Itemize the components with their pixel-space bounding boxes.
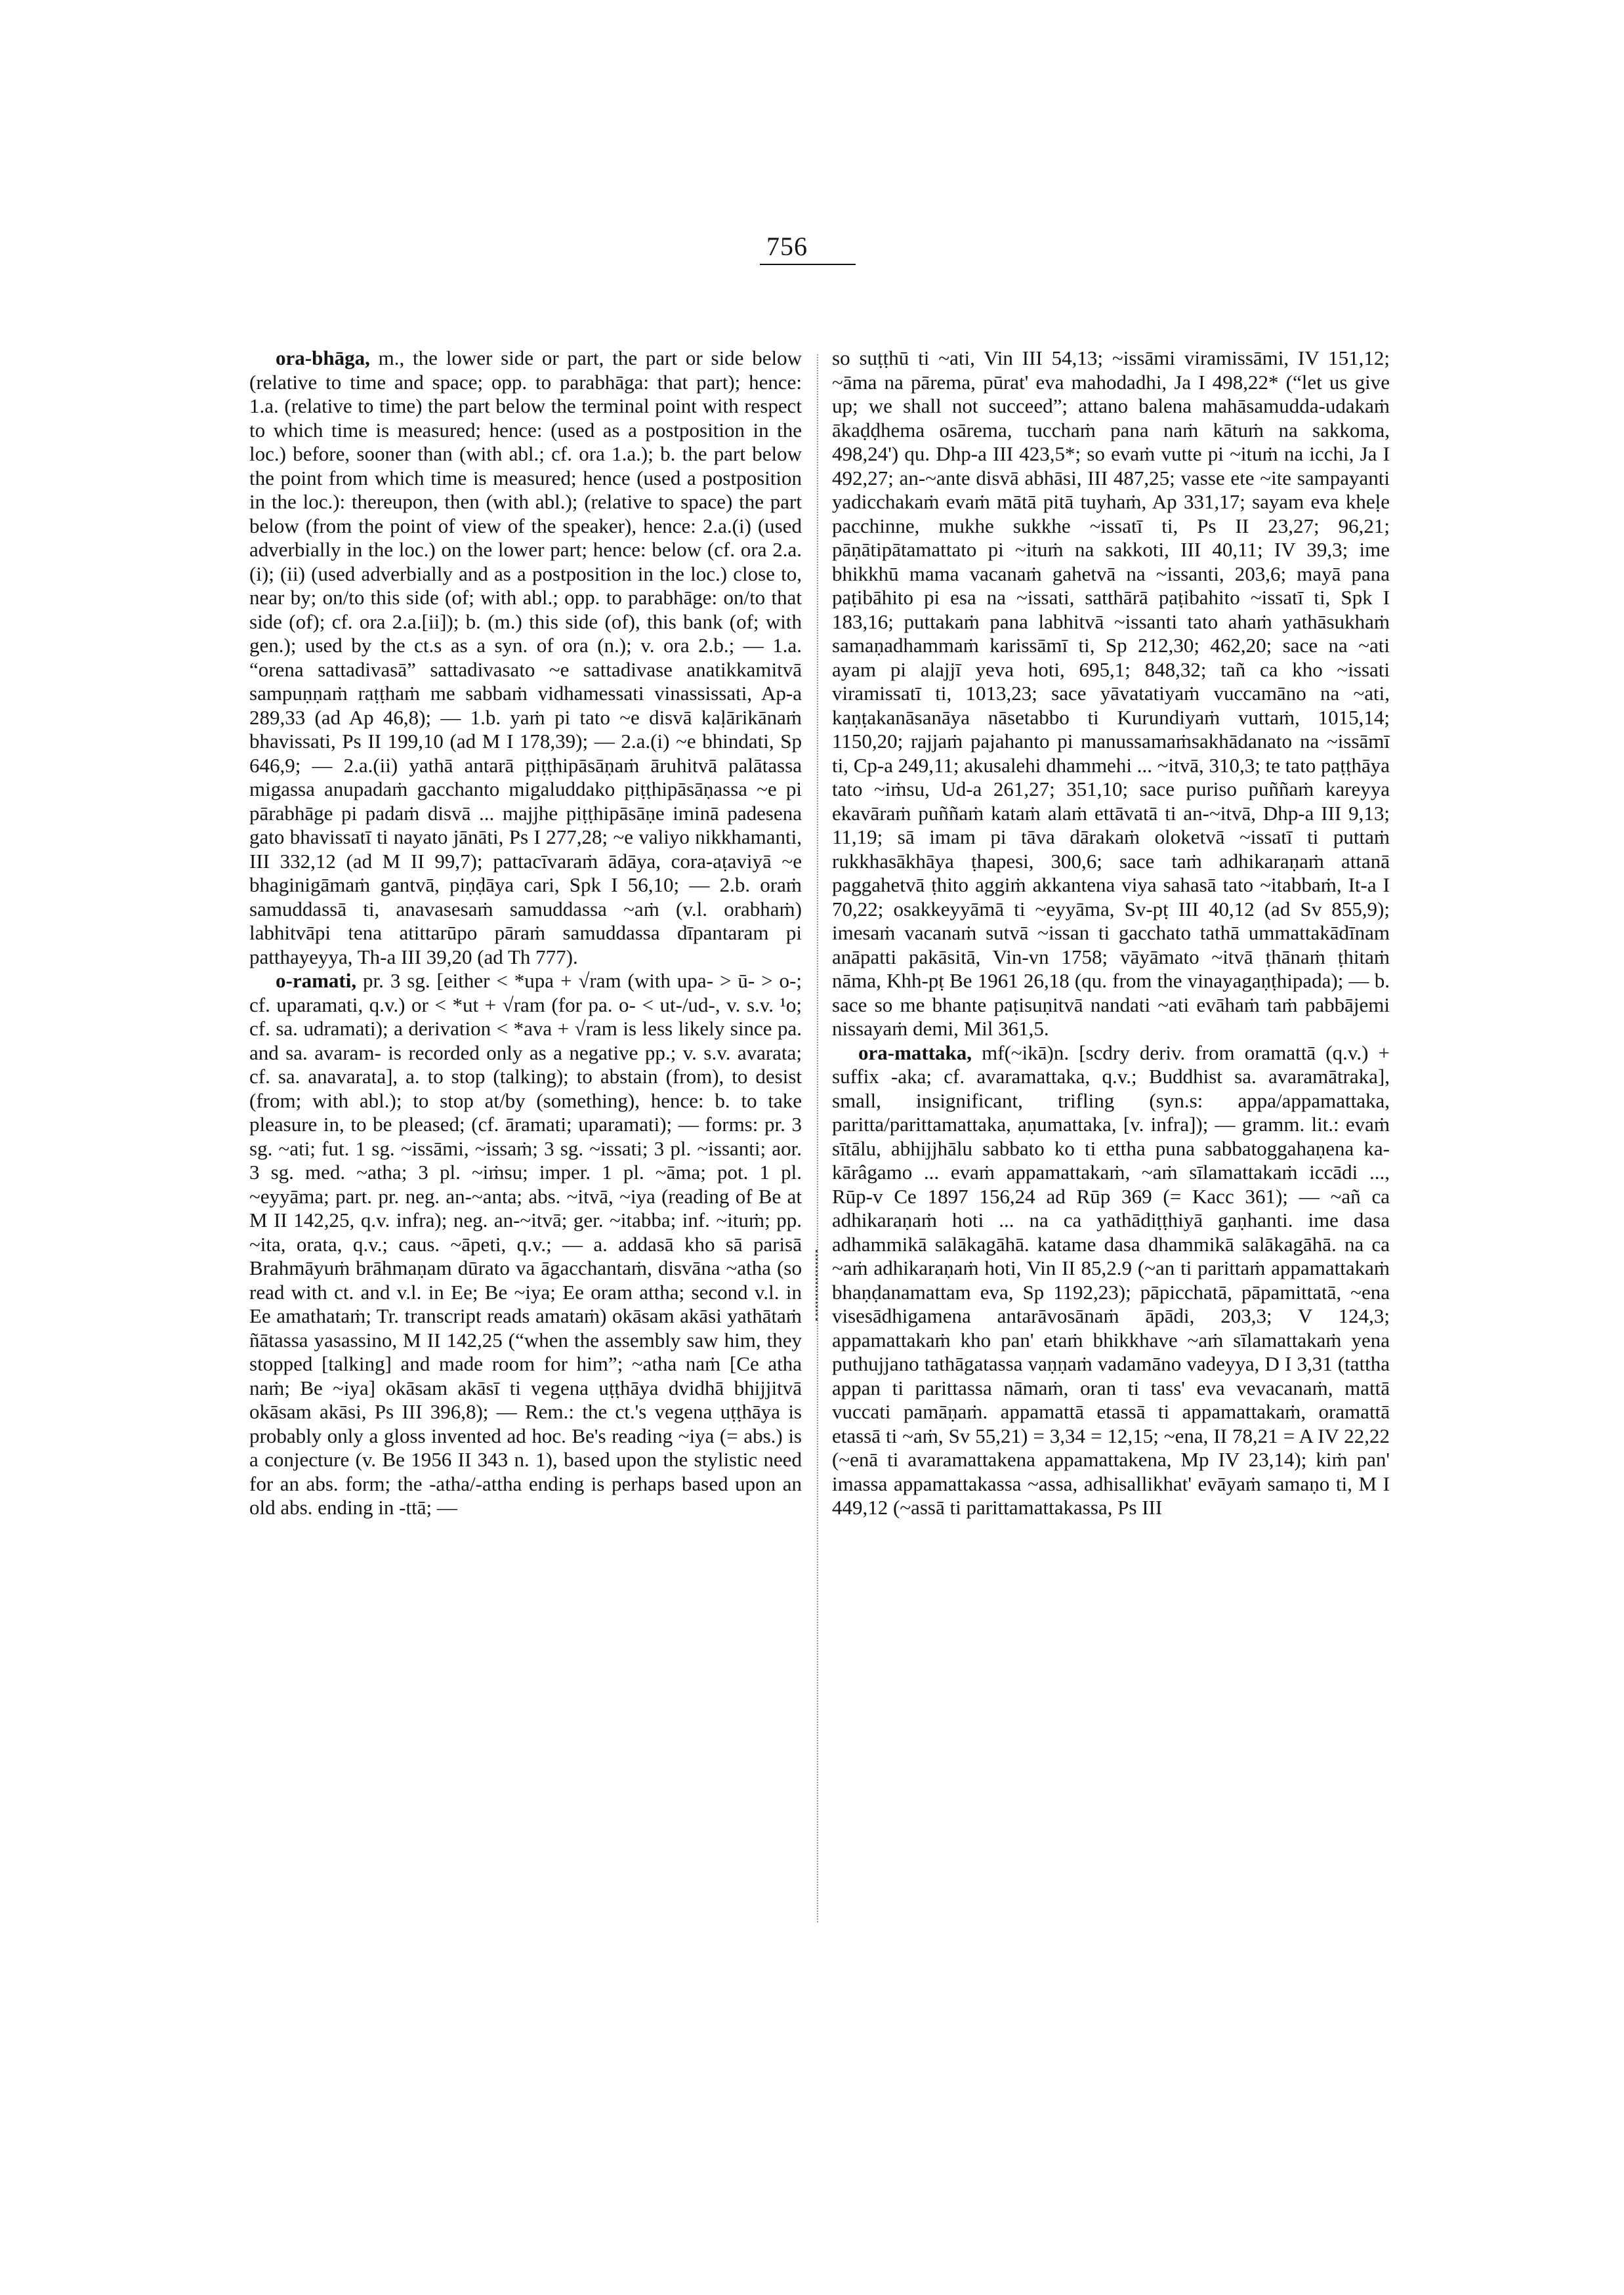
dictionary-entry — [832, 1041, 1390, 1520]
entry-body: pr. 3 sg. [either < *upa + √ram (with upa- > ū- > o-; cf. uparamati, q.v.) or < *ut + √ram (for pa. o- < ut-/ud-, v. s.v. ¹o; cf. sa. udramati); a derivation < *ava + √ram is less likely since pa. and sa. avaram- is recorded only as a negative pp.; v. s.v. avarata; cf. sa. anavarata], a. to stop (talking); to abstain (from), to desist (from; with abl.); to stop at/by (something), hence: b. to take pleasure in, to be pleased; (cf. āramati; uparamati); — forms: pr. 3 sg. ~ati; fut. 1 sg. ~issāmi, ~issaṁ; 3 sg. ~issati; 3 pl. ~issanti; aor. 3 sg. med. ~atha; 3 pl. ~iṁsu; imper. 1 pl. ~āma; pot. 1 pl. ~eyyāma; part. pr. neg. an-~anta; abs. ~itvā, ~iya (reading of Be at M II 142,25, q.v. infra); neg. an-~itvā; ger. ~itabba; inf. ~ituṁ; pp. ~ita, orata, q.v.; caus. ~āpeti, q.v.; — a. addasā kho sā parisā Brahmāyuṁ brāhmaṇam dūrato va āgacchantaṁ, disvāna ~atha (so read with ct. and v.l. in Ee; Be ~iya; Ee oram attha; second v.l. in Ee amathataṁ; Tr. transcript reads amataṁ) okāsam akāsi yathātaṁ ñātassa yasassino, M II 142,25 (“when the assembly saw him, they stopped [talking] and made room for him”; ~atha naṁ [Ce atha naṁ; Be ~iya] okāsam akāsī ti vegena uṭṭhāya dvidhā bhijjitvā okāsam akāsi, Ps III 396,8); — Rem.: the ct.'s vegena uṭṭhāya is probably only a gloss invented ad hoc. Be's reading ~iya (= abs.) is a conjecture (v. Be 1956 II 343 n. 1), based upon the stylistic need for an abs. form; the -atha/-attha ending is perhaps based upon an old abs. ending in -ttā; — — [249, 969, 802, 1519]
entry-headword: ora-mattaka, — [858, 1041, 972, 1064]
dictionary-entry — [249, 969, 802, 1520]
dictionary-entry — [249, 346, 802, 969]
entry-body: m., the lower side or part, the part or side below (relative to time and space; opp. to parabhāga: that part); hence: 1.a. (relative to time) the part below the terminal point with respect to which time is measured; hence: (used as a postposition in the loc.) before, sooner than (with abl.; cf. ora 1.a.); b. the part below the point from which time is measured; hence (used a postposition in the loc.): thereupon, then (with abl.); (relative to space) the part below (from the point of view of the speaker), hence: 2.a.(i) (used adverbially in the loc.) on the lower part; hence: below (cf. ora 2.a.(i); (ii) (used adverbially and as a postposition in the loc.) close to, near by; on/to this side (of; with abl.; opp. to parabhāge: on/to that side (of); cf. ora 2.a.[ii]); b. (m.) this side (of), this bank (of; with gen.); used by the ct.s as a syn. of ora (n.); v. ora 2.b.; — 1.a. “orena sattadivasā” sattadivasato ~e sattadivase anatikkamitvā sampuṇṇaṁ raṭṭhaṁ me sabbaṁ vidhamessati vinassissati, Ap-a 289,33 (ad Ap 46,8); — 1.b. yaṁ pi tato ~e disvā kaḷārikānaṁ bhavissati, Ps II 199,10 (ad M I 178,39); — 2.a.(i) ~e bhindati, Sp 646,9; — 2.a.(ii) yathā antarā piṭṭhipāsāṇaṁ āruhitvā palātassa migassa anupadaṁ gacchanto migaluddako piṭṭhipāsāṇassa ~e pi pārabhāge pi padaṁ disvā ... majjhe piṭṭhipāsāṇe iminā padesena gato bhavissatī ti nayato jānāti, Ps I 277,28; ~e valiyo nikkhamanti, III 332,12 (ad M II 99,7); pattacīvaraṁ ādāya, cora-aṭaviyā ~e bhaginigāmaṁ gantvā, piṇḍāya cari, Spk I 56,10; — 2.b. oraṁ samuddassā ti, anavasesaṁ samuddassa ~aṁ (v.l. orabhaṁ) labhitvāpi tena atittarūpo pāraṁ samuddassa dīpantaram pi patthayeyya, Th-a III 39,20 (ad Th 777). — [249, 346, 802, 968]
column-divider — [817, 354, 818, 1922]
entry-headword: o-ramati, — [276, 969, 357, 992]
page-number-rule — [760, 264, 856, 265]
margin-mark — [816, 1250, 818, 1321]
entry-body: mf(~ikā)n. [scdry deriv. from oramattā (q.v.) + suffix -aka; cf. avaramattaka, q.v.; Buddhist sa. avaramātraka], small, insignificant, trifling (syn.s: appa/appamattaka, paritta/parittamattaka, aṇumattaka, [v. infra]); — gramm. lit.: evaṁ sītālu, abhijjhālu sabbato ko ti ettha puna sabbatoggahaṇena ka-kārâgamo ... evaṁ appamattakaṁ, ~aṁ sīlamattakaṁ iccādi ..., Rūp-v Ce 1897 156,24 ad Rūp 369 (= Kacc 361); — ~añ ca adhikaraṇaṁ hoti ... na ca yathādiṭṭhiyā gaṇhanti. ime dasa adhammikā salākagāhā. katame dasa dhammikā salākagāhā. na ca ~aṁ adhikaraṇaṁ hoti, Vin II 85,2.9 (~an ti parittaṁ appamattakaṁ bhaṇḍanamattam eva, Sp 1192,23); pāpicchatā, pāpamittatā, ~ena visesādhigamena antarāvosānaṁ āpādi, 203,3; V 124,3; appamattakaṁ kho pan' etaṁ bhikkhave ~aṁ sīlamattakaṁ yena puthujjano tathāgatassa vaṇṇaṁ vadamāno vadeyya, D I 3,31 (tattha appan ti parittassa nāmaṁ, oran ti tass' eva vevacanaṁ, mattā vuccati pamāṇaṁ. appamattā etassā ti appamattakaṁ, oramattā etassā ti ~aṁ, Sv 55,21) = 3,34 = 12,15; ~ena, II 78,21 = A IV 22,22 (~enā ti avaramattakena appamattakena, Mp IV 23,14); kiṁ pan' imassa appamattakassa ~assa, adhisallikhat' evāyaṁ samaṇo ti, M I 449,12 (~assā ti parittamattakassa, Ps III — [832, 1041, 1390, 1519]
dictionary-entry-continuation — [832, 346, 1390, 1041]
right-column — [832, 346, 1390, 1942]
entry-headword: ora-bhāga, — [276, 346, 370, 369]
page-number: 756 — [766, 232, 808, 261]
entry-body: so suṭṭhū ti ~ati, Vin III 54,13; ~issāmi viramissāmi, IV 151,12; ~āma na pārema, pūrat' eva mahodadhi, Ja I 498,22* (“let us give up; we shall not succeed”; attano balena mahāsamudda-udakaṁ ākaḍḍhema osārema, tucchaṁ pana naṁ kātuṁ na sakkoma, 498,24') qu. Dhp-a III 423,5*; so evaṁ vutte pi ~ituṁ na icchi, Ja I 492,27; an-~ante disvā abhāsi, III 487,25; vasse ete ~ite sampayanti yadicchakaṁ evaṁ mātā pitā tuyhaṁ, Ap 331,17; sayam eva kheḷe pacchinne, mukhe sukkhe ~issatī ti, Ps II 23,27; 96,21; pāṇātipātamattato pi ~ituṁ na sakkoti, III 40,11; IV 39,3; ime bhikkhū mama vacanaṁ gahetvā na ~issanti, 203,6; mayā pana paṭibāhito pi esa na ~issati, satthārā paṭibahito ~issatī ti, Spk I 183,16; puttakaṁ pana labhitvā ~issanti tato ahaṁ yathāsukhaṁ samaṇadhammaṁ karissāmī ti, Sp 212,30; 462,20; sace na ~ati ayam pi alajjī yeva hoti, 695,1; 848,32; tañ ca kho ~issati viramissatī ti, 1013,23; sace yāvatatiyaṁ vuccamāno na ~ati, kaṇṭakanāsanāya nāsetabbo ti Kurundiyaṁ vuttaṁ, 1015,14; 1150,20; rajjaṁ pajahanto pi manussamaṁsakhādanato na ~issāmī ti, Cp-a 249,11; akusalehi dhammehi ... ~itvā, 310,3; te tato paṭṭhāya tato ~iṁsu, Ud-a 261,27; 351,10; sace puriso puññaṁ kareyya ekavāraṁ puññaṁ kataṁ alaṁ ettāvatā ti an-~itvā, Dhp-a III 9,13; 11,19; sā imam pi tāva dārakaṁ oloketvā ~issatī ti puttaṁ rukkhasākhāya ṭhapesi, 300,6; sace taṁ adhikaraṇaṁ attanā paggahetvā ṭhito aggiṁ akkantena viya sahasā tato ~itabbaṁ, It-a I 70,22; osakkeyyāmā ti ~eyyāma, Sv-pṭ III 40,12 (ad Sv 855,9); imesaṁ vacanaṁ sutvā ~issan ti gacchato tathā ummattakādīnam anāpatti pakāsitā, Vin-vn 1758; vāyāmato ~itvā ṭhānaṁ ṭhitaṁ nāma, Khh-pṭ Be 1961 26,18 (qu. from the vinayagaṇṭhipada); — b. sace so me bhante paṭisuṇitvā nandati ~ati evāhaṁ taṁ pabbājemi nissayaṁ demi, Mil 361,5. — [832, 346, 1390, 1040]
left-column — [249, 346, 802, 1942]
